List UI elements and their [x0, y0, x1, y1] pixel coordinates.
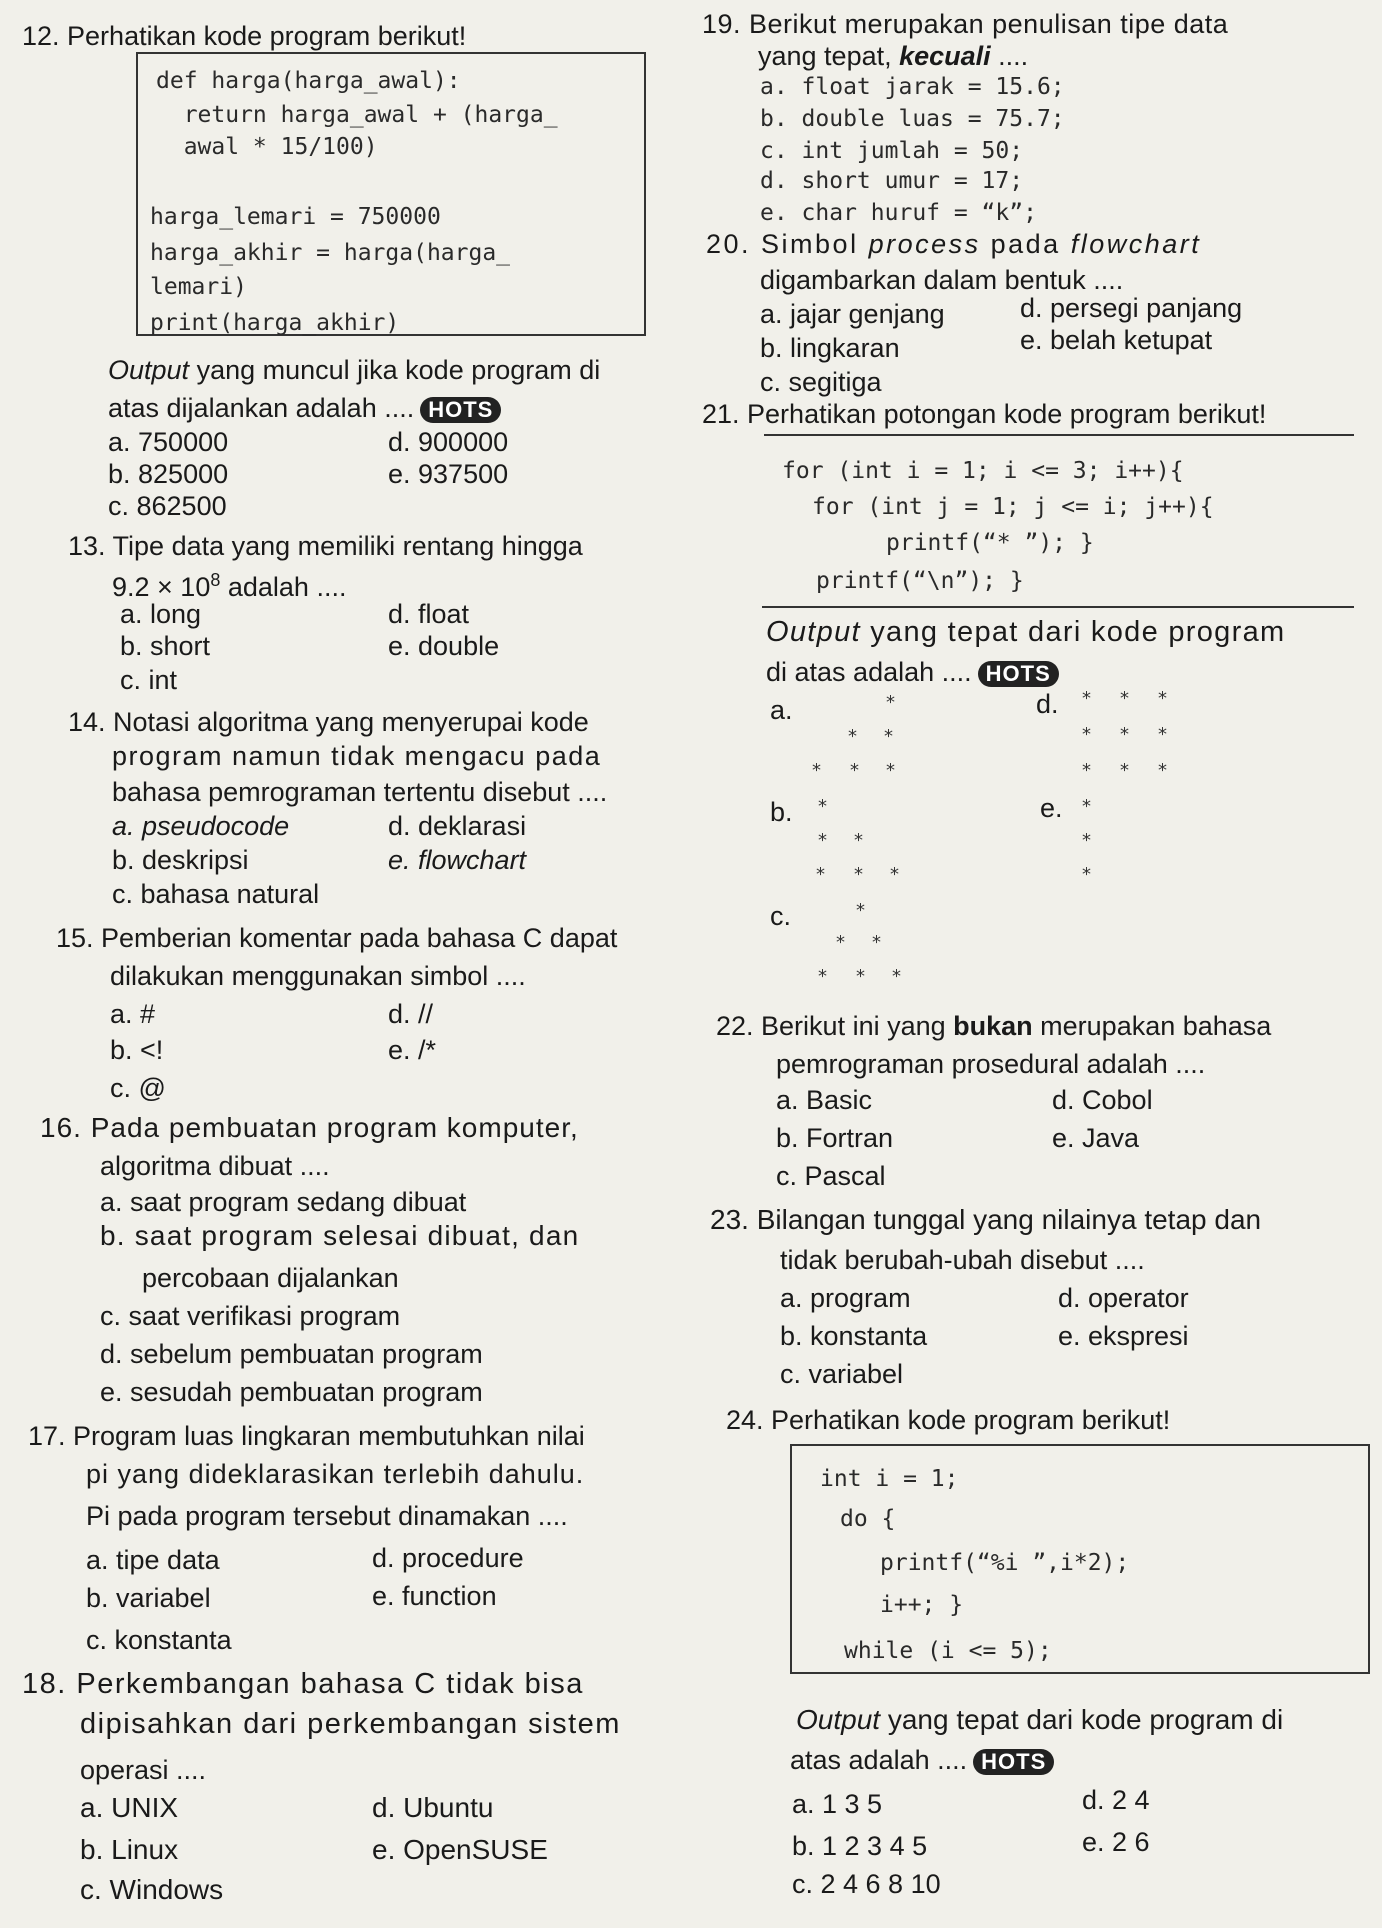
q17-option-e[interactable]: e. function: [372, 1581, 497, 1611]
q22-stem-2: pemrograman prosedural adalah ....: [776, 1049, 1206, 1079]
q22-option-c[interactable]: c. Pascal: [776, 1161, 886, 1191]
q23-option-e[interactable]: e. ekspresi: [1058, 1321, 1189, 1351]
q24-code-line: printf(“%i ”,i*2);: [880, 1550, 1130, 1576]
q15-option-b[interactable]: b. <!: [110, 1035, 164, 1065]
q24-code-line: while (i <= 5);: [844, 1638, 1052, 1664]
q12-option-b[interactable]: b. 825000: [108, 459, 229, 489]
q21-code-line: printf(“\n”); }: [816, 568, 1024, 594]
q19-option-a[interactable]: a. float jarak = 15.6;: [760, 74, 1065, 100]
hots-badge: HOTS: [978, 661, 1059, 687]
q24-option-b[interactable]: b. 1 2 3 4 5: [792, 1831, 928, 1861]
star-mark: *: [856, 900, 887, 921]
star-mark: *: [1082, 724, 1113, 745]
q16-option-b-cont: percobaan dijalankan: [142, 1263, 399, 1293]
q22-stem-post: merupakan bahasa: [1032, 1011, 1272, 1041]
star-mark: *: [1158, 724, 1189, 745]
hots-badge: HOTS: [420, 397, 501, 423]
q24-option-c[interactable]: c. 2 4 6 8 10: [792, 1869, 941, 1899]
q12-option-c[interactable]: c. 862500: [108, 491, 227, 521]
star-mark: *: [1120, 688, 1151, 709]
q18-stem: 18. Perkembangan bahasa C tidak bisa: [22, 1668, 584, 1700]
q23-option-d[interactable]: d. operator: [1058, 1283, 1189, 1313]
q19-stem-2: [758, 40, 1028, 72]
q24-code-line: i++; }: [880, 1592, 964, 1618]
q22-stem-bold: bukan: [953, 1011, 1033, 1041]
q15-stem: dilakukan menggunakan simbol ....: [110, 961, 526, 991]
star-mark: *: [886, 692, 917, 713]
q13-stem: 13. Tipe data yang memiliki rentang hingga: [68, 531, 583, 561]
q16-option-e[interactable]: e. sesudah pembuatan program: [100, 1377, 483, 1407]
q22-option-e[interactable]: e. Java: [1052, 1123, 1140, 1153]
q15-stem: 15. Pemberian komentar pada bahasa C dapat: [56, 923, 618, 953]
q18-stem: dipisahkan dari perkembangan sistem: [80, 1708, 621, 1740]
q21-stem-2: [766, 656, 1059, 688]
q12-title: 12. Perhatikan kode program berikut!: [22, 21, 467, 51]
q12-stem-rest: yang muncul jika kode program di: [189, 355, 601, 385]
q13-option-b[interactable]: b. short: [120, 631, 211, 661]
star-mark: *: [886, 760, 917, 781]
q21-option-c[interactable]: c.: [770, 901, 792, 931]
q12-option-a[interactable]: a. 750000: [108, 427, 229, 457]
star-mark: *: [1082, 864, 1113, 885]
star-mark: *: [854, 864, 885, 885]
star-mark: *: [884, 726, 915, 747]
star-mark: *: [1120, 724, 1151, 745]
q24-stem-rest: yang tepat dari kode program di: [880, 1704, 1284, 1735]
q23-stem: 23. Bilangan tunggal yang nilainya tetap dan: [710, 1204, 1262, 1235]
q18-option-e[interactable]: e. OpenSUSE: [372, 1834, 548, 1865]
q14-option-d[interactable]: d. deklarasi: [388, 811, 527, 841]
q20-option-e[interactable]: e. belah ketupat: [1020, 325, 1213, 355]
star-mark: *: [816, 864, 847, 885]
q12-code-line: lemari): [150, 274, 247, 300]
q14-option-b[interactable]: b. deskripsi: [112, 845, 249, 875]
q21-stem-2-text: di atas adalah ....: [766, 657, 972, 687]
q20-stem-2: digambarkan dalam bentuk ....: [760, 265, 1124, 295]
q14-stem: program namun tidak mengacu pada: [112, 741, 602, 771]
q24-title: 24. Perhatikan kode program berikut!: [726, 1405, 1171, 1435]
q12-stem-2-text: atas dijalankan adalah ....: [108, 393, 415, 423]
q12-code-line: def harga(harga_awal):: [156, 68, 461, 94]
q19-option-b[interactable]: b. double luas = 75.7;: [760, 106, 1065, 132]
q21-code-line: printf(“* ”); }: [886, 530, 1094, 556]
q24-option-d[interactable]: d. 2 4: [1082, 1785, 1150, 1815]
star-mark: *: [1158, 760, 1189, 781]
q15-option-e[interactable]: e. /*: [388, 1035, 437, 1065]
star-mark: *: [850, 760, 881, 781]
q13-option-e[interactable]: e. double: [388, 631, 500, 661]
star-mark: *: [872, 932, 903, 953]
q22-option-d[interactable]: d. Cobol: [1052, 1085, 1153, 1115]
q13-option-d[interactable]: d. float: [388, 599, 470, 629]
star-mark: *: [836, 932, 867, 953]
q22-option-b[interactable]: b. Fortran: [776, 1123, 894, 1153]
q15-option-c[interactable]: c. @: [110, 1073, 166, 1103]
q18-option-b[interactable]: b. Linux: [80, 1834, 179, 1865]
star-mark: *: [854, 830, 885, 851]
star-mark: *: [1082, 796, 1113, 817]
q14-option-c[interactable]: c. bahasa natural: [112, 879, 320, 909]
q17-stem: Pi pada program tersebut dinamakan ....: [86, 1501, 568, 1531]
q16-option-c[interactable]: c. saat verifikasi program: [100, 1301, 401, 1331]
q20-stem: [706, 228, 1201, 260]
q17-option-b[interactable]: b. variabel: [86, 1583, 211, 1613]
q20-process: process: [868, 229, 981, 259]
q23-option-a[interactable]: a. program: [780, 1283, 911, 1313]
q20-option-a[interactable]: a. jajar genjang: [760, 299, 945, 329]
q20-option-c[interactable]: c. segitiga: [760, 367, 882, 397]
q19-option-e[interactable]: e. char huruf = “k”;: [760, 200, 1037, 226]
star-mark: *: [818, 830, 849, 851]
q20-option-d[interactable]: d. persegi panjang: [1020, 293, 1243, 323]
q12-code-line: return harga_awal + (harga_: [156, 102, 558, 128]
q12-stem: [108, 354, 600, 386]
star-mark: *: [818, 796, 849, 817]
q23-option-b[interactable]: b. konstanta: [780, 1321, 928, 1351]
q17-stem: 17. Program luas lingkaran membutuhkan nilai: [28, 1421, 585, 1451]
q20-stem-mid: pada: [980, 229, 1071, 259]
star-mark: *: [1082, 688, 1113, 709]
q12-code-line: awal * 15/100): [156, 134, 378, 160]
q14-stem: bahasa pemrograman tertentu disebut ....: [112, 777, 608, 807]
q17-option-c[interactable]: c. konstanta: [86, 1625, 232, 1655]
q16-stem: 16. Pada pembuatan program komputer,: [40, 1112, 579, 1143]
q16-option-b[interactable]: b. saat program selesai dibuat, dan: [100, 1220, 580, 1251]
star-mark: *: [1158, 688, 1189, 709]
q24-stem-2-text: atas adalah ....: [790, 1745, 968, 1775]
q23-stem: tidak berubah-ubah disebut ....: [780, 1245, 1145, 1275]
hots-badge: HOTS: [973, 1749, 1054, 1775]
q22-stem-pre: 22. Berikut ini yang: [716, 1011, 954, 1041]
star-mark: *: [890, 864, 921, 885]
q19-stem-post: ....: [990, 41, 1029, 71]
q24-code-line: do {: [840, 1506, 896, 1532]
q23-option-c[interactable]: c. variabel: [780, 1359, 904, 1389]
q24-stem: [796, 1704, 1283, 1736]
q18-option-a[interactable]: a. UNIX: [80, 1792, 179, 1823]
q24-option-a[interactable]: a. 1 3 5: [792, 1789, 883, 1819]
q19-stem-pre: yang tepat,: [758, 41, 900, 71]
q12-code-line: harga_lemari = 750000: [150, 204, 441, 230]
q24-stem-italic: Output: [796, 1704, 881, 1735]
q13-exponent: 8: [210, 570, 221, 590]
q24-stem-2: [790, 1744, 1054, 1776]
q22-stem: [716, 1010, 1271, 1042]
q21-option-d[interactable]: d.: [1036, 689, 1059, 719]
q14-option-e[interactable]: e. flowchart: [388, 845, 527, 875]
q17-option-a[interactable]: a. tipe data: [86, 1545, 220, 1575]
q19-option-d[interactable]: d. short umur = 17;: [760, 168, 1024, 194]
q17-stem: pi yang dideklarasikan terlebih dahulu.: [86, 1459, 585, 1489]
q13-option-c[interactable]: c. int: [120, 665, 178, 695]
q21-code-rule: [762, 606, 1354, 608]
star-mark: *: [818, 966, 849, 987]
q12-code-line: harga_akhir = harga(harga_: [150, 240, 511, 266]
star-mark: *: [1082, 830, 1113, 851]
q21-stem-italic: Output: [766, 616, 861, 648]
q19-option-c[interactable]: c. int jumlah = 50;: [760, 138, 1024, 164]
q20-option-b[interactable]: b. lingkaran: [760, 333, 900, 363]
q12-option-d[interactable]: d. 900000: [388, 427, 509, 457]
q21-option-a[interactable]: a.: [770, 695, 793, 725]
q22-option-a[interactable]: a. Basic: [776, 1085, 873, 1115]
q20-flowchart: flowchart: [1070, 229, 1202, 259]
q14-stem: 14. Notasi algoritma yang menyerupai kode: [68, 707, 589, 737]
q14-option-a[interactable]: a. pseudocode: [112, 811, 290, 841]
q24-option-e[interactable]: e. 2 6: [1082, 1827, 1150, 1857]
q21-option-b[interactable]: b.: [770, 797, 793, 827]
q21-title: 21. Perhatikan potongan kode program berikut!: [702, 399, 1267, 429]
q21-stem-rest: yang tepat dari kode program: [860, 616, 1286, 648]
q21-code-line: for (int j = 1; j <= i; j++){: [812, 494, 1214, 520]
star-mark: *: [848, 726, 879, 747]
q12-stem-italic: Output: [108, 355, 190, 385]
star-mark: *: [1082, 760, 1113, 781]
q13-base: 9.2 × 10: [112, 572, 211, 602]
q18-option-c[interactable]: c. Windows: [80, 1874, 224, 1905]
q24-code-line: int i = 1;: [820, 1466, 959, 1492]
q16-option-a[interactable]: a. saat program sedang dibuat: [100, 1187, 467, 1217]
q16-option-d[interactable]: d. sebelum pembuatan program: [100, 1339, 483, 1369]
star-mark: *: [812, 760, 843, 781]
q19-stem-bold: kecuali: [899, 41, 991, 71]
star-mark: *: [892, 966, 923, 987]
q12-code-line: print(harga_akhir): [150, 310, 400, 336]
q16-stem: algoritma dibuat ....: [100, 1151, 330, 1181]
q15-option-d[interactable]: d. //: [388, 999, 434, 1029]
q21-stem: [766, 616, 1285, 648]
q12-option-e[interactable]: e. 937500: [388, 459, 509, 489]
q20-stem-pre: 20. Simbol: [706, 229, 869, 259]
q17-option-d[interactable]: d. procedure: [372, 1543, 524, 1573]
q18-stem: operasi ....: [80, 1755, 207, 1785]
q18-option-d[interactable]: d. Ubuntu: [372, 1792, 494, 1823]
star-mark: *: [856, 966, 887, 987]
q21-option-e[interactable]: e.: [1040, 793, 1063, 823]
q21-code-line: for (int i = 1; i <= 3; i++){: [782, 458, 1184, 484]
q19-stem: 19. Berikut merupakan penulisan tipe data: [702, 9, 1229, 39]
q13-option-a[interactable]: a. long: [120, 599, 202, 629]
star-mark: *: [1120, 760, 1151, 781]
q13-rest: adalah ....: [220, 572, 347, 602]
q15-option-a[interactable]: a. #: [110, 999, 156, 1029]
q12-stem-2: [108, 392, 501, 424]
